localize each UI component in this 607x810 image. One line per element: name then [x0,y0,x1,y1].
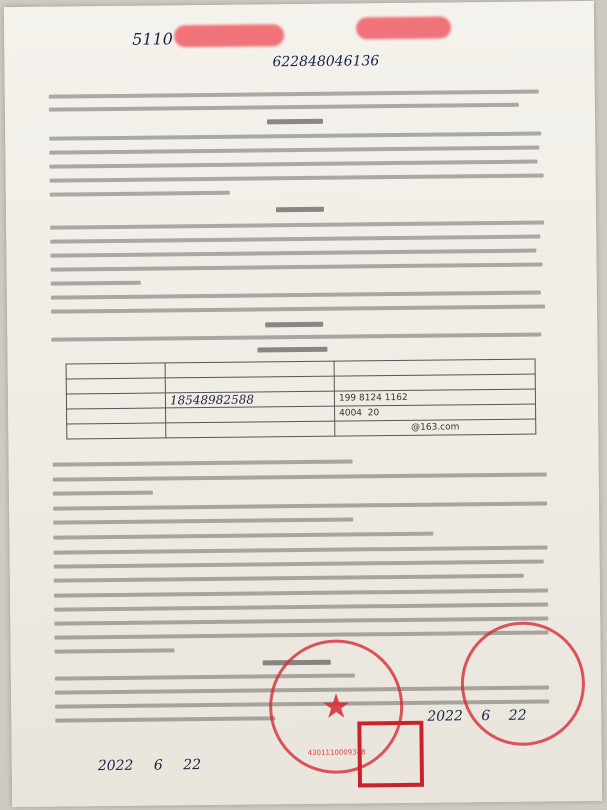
text-line [53,491,153,496]
seal-number: 4301110009348 [307,748,366,757]
table-cell [166,406,335,423]
text-line [54,545,548,554]
text-line [50,220,544,229]
text-line [54,616,548,625]
text-line [51,291,541,300]
table-cell [66,393,165,409]
party-b-phone: 199 8124 1162 [334,389,535,406]
table-cell [166,421,335,438]
text-line [54,574,524,583]
text-line [49,131,541,140]
table-cell [165,361,334,378]
contact-info-table [66,359,537,440]
text-line [53,532,433,540]
section-heading [265,322,323,328]
address-unit-number: 20 [367,408,380,419]
text-line [51,262,543,271]
text-line [53,501,547,510]
section-heading [276,207,324,213]
text-line [49,90,539,99]
text-line [55,648,175,653]
party-a-date-day: 22 [183,757,202,774]
text-line [51,304,545,313]
text-line [49,160,537,169]
section-heading [267,119,323,125]
text-line [53,517,353,524]
text-line [50,173,544,182]
personal-seal [357,721,424,788]
table-cell [67,423,166,439]
table-cell [67,408,166,424]
party-b-date-month: 6 [481,708,491,725]
address-street-number: 4004 [339,408,363,419]
table-cell [165,376,334,393]
party-a-date-year: 2022 [97,757,134,775]
text-line [50,249,536,258]
party-a-sign-date [98,757,201,774]
text-line [53,472,547,481]
handwritten-account-number: 622848046136 [272,53,380,71]
text-line [53,459,353,466]
section-heading [257,347,327,353]
handwritten-number-prefix: 5110 [132,29,173,49]
text-line [54,588,548,597]
text-line [50,191,230,197]
party-a-phone: 18548982588 [165,391,334,408]
table-cell [66,378,165,394]
text-line [51,333,541,342]
text-line [51,281,141,286]
text-line [55,716,275,722]
redaction-mark [174,24,284,47]
redaction-mark [356,16,451,39]
party-b-email: @163.com [335,419,536,436]
party-b-date-day: 22 [508,707,527,724]
seal-star-icon: ★ [320,686,352,727]
party-b-date-year: 2022 [427,708,464,725]
text-line [54,602,548,611]
table-cell [66,363,165,379]
text-line [49,103,519,112]
text-line [54,559,544,568]
party-a-date-month: 6 [153,757,163,774]
text-line [49,146,539,155]
text-line [54,630,548,639]
text-line [50,235,540,244]
contract-page [4,1,602,807]
